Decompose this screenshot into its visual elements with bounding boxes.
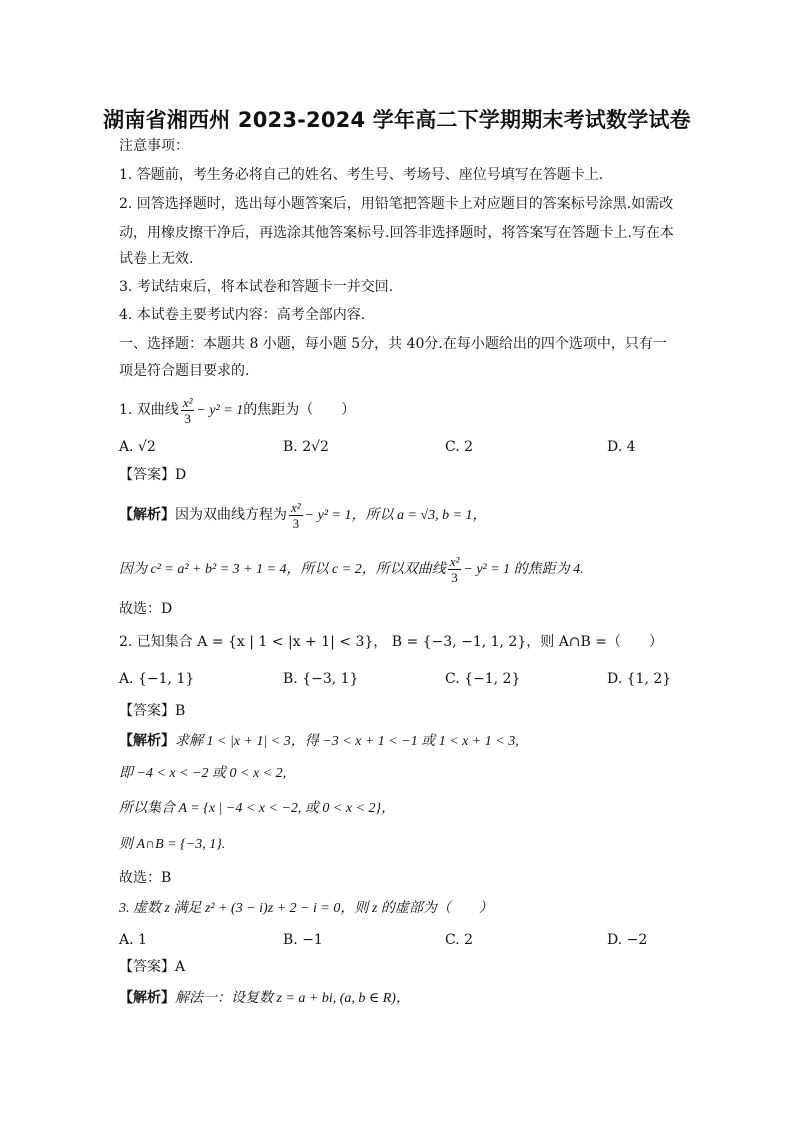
q2-answer: 【答案】B bbox=[119, 703, 186, 719]
q2-option-c: C. {−1, 2} bbox=[445, 671, 521, 687]
q1-option-b: B. 2√2 bbox=[283, 439, 329, 455]
notice-item: 试卷上无效. bbox=[119, 251, 194, 267]
q1-analysis-text-2: 因为 c² = a² + b² = 3 + 1 = 4，所以 c = 2，所以双曲线 bbox=[119, 562, 446, 577]
q1-choose: 故选：D bbox=[119, 601, 173, 617]
q1-frac-den: 3 bbox=[184, 410, 191, 426]
notice-item: 1. 答题前，考生务必将自己的姓名、考生号、考场号、座位号填写在答题卡上. bbox=[119, 167, 604, 183]
frac-num: x² bbox=[291, 499, 301, 515]
frac-num: x² bbox=[449, 553, 460, 569]
q1-analysis-line-2 bbox=[119, 552, 584, 587]
q2-choose: 故选：B bbox=[119, 870, 172, 886]
q3-answer: 【答案】A bbox=[119, 959, 186, 975]
frac-den: 3 bbox=[292, 515, 300, 531]
question-2-stem: 2. 已知集合 A = {x | 1 < |x + 1| < 3}， B = {−3, −1, 1, 2}，则 A∩B =（ ） bbox=[119, 634, 664, 650]
notice-item: 4. 本试卷主要考试内容：高考全部内容. bbox=[119, 307, 366, 323]
q2-option-d: D. {1, 2} bbox=[607, 671, 672, 687]
q1-option-d: D. 4 bbox=[607, 439, 636, 455]
q1-suffix: 的焦距为（ ） bbox=[243, 402, 356, 418]
q2-option-b: B. {−3, 1} bbox=[283, 671, 359, 687]
q1-analysis-text: 因为双曲线方程为 bbox=[175, 507, 287, 523]
q1-prefix: 1. 双曲线 bbox=[119, 402, 179, 418]
notice-heading: 注意事项： bbox=[119, 138, 189, 154]
q1-analysis-math: − y² = 1，所以 a = √3, b = 1， bbox=[304, 508, 487, 523]
notice-item: 2. 回答选择题时，选出每小题答案后，用铅笔把答题卡上对应题目的答案标号涂黑.如需改 bbox=[119, 196, 674, 212]
q2-analysis-line-1 bbox=[119, 732, 519, 751]
q2-analysis-text: 求解 1 < |x + 1| < 3，得 −3 < x + 1 < −1 或 1 < x + 1 < 3, bbox=[175, 734, 519, 749]
analysis-label: 【解析】 bbox=[119, 507, 175, 523]
question-1-stem bbox=[119, 393, 355, 428]
page-title: 湖南省湘西州 2023-2024 学年高二下学期期末考试数学试卷 bbox=[103, 108, 691, 132]
question-3-stem: 3. 虚数 z 满足 z² + (3 − i)z + 2 − i = 0，则 z 的虚部为（ ） bbox=[119, 901, 493, 916]
q1-analysis-fraction-2 bbox=[448, 554, 462, 585]
q2-analysis-line-2: 即 −4 < x < −2 或 0 < x < 2, bbox=[119, 766, 287, 781]
q2-analysis-line-4: 则 A∩B = {−3, 1}. bbox=[119, 837, 226, 852]
q1-answer: 【答案】D bbox=[119, 467, 187, 483]
notice-item: 动，用橡皮擦干净后，再选涂其他答案标号.回答非选择题时，将答案写在答题卡上.写在本 bbox=[119, 225, 674, 241]
frac-den: 3 bbox=[451, 569, 458, 585]
q3-analysis-line-1 bbox=[119, 989, 410, 1008]
q2-option-a: A. {−1, 1} bbox=[119, 671, 195, 687]
q1-frac-num: x² bbox=[182, 394, 193, 410]
q1-analysis-line-1 bbox=[119, 498, 487, 533]
q1-analysis-math-2: − y² = 1 的焦距为 4. bbox=[463, 562, 584, 577]
q3-option-d: D. −2 bbox=[607, 932, 648, 948]
q3-option-a: A. 1 bbox=[119, 932, 147, 948]
q3-option-c: C. 2 bbox=[445, 932, 474, 948]
section-heading-cont: 项是符合题目要求的. bbox=[119, 363, 250, 379]
q3-analysis-text: 解法一：设复数 z = a + bi, (a, b ∈ R)， bbox=[175, 991, 410, 1006]
q1-option-c: C. 2 bbox=[445, 439, 474, 455]
q3-option-b: B. −1 bbox=[283, 932, 323, 948]
q1-analysis-fraction bbox=[289, 500, 303, 531]
notice-item: 3. 考试结束后，将本试卷和答题卡一并交回. bbox=[119, 279, 394, 295]
analysis-label: 【解析】 bbox=[119, 733, 175, 749]
q1-fraction bbox=[181, 395, 195, 426]
section-heading: 一、选择题：本题共 8 小题，每小题 5分，共 40分.在每小题给出的四个选项中，只有一 bbox=[119, 336, 667, 352]
q1-option-a: A. √2 bbox=[119, 439, 156, 455]
q2-analysis-line-3: 所以集合 A = {x | −4 < x < −2, 或 0 < x < 2}， bbox=[119, 801, 396, 816]
q1-equation: − y² = 1 bbox=[196, 403, 244, 418]
analysis-label: 【解析】 bbox=[119, 990, 175, 1006]
